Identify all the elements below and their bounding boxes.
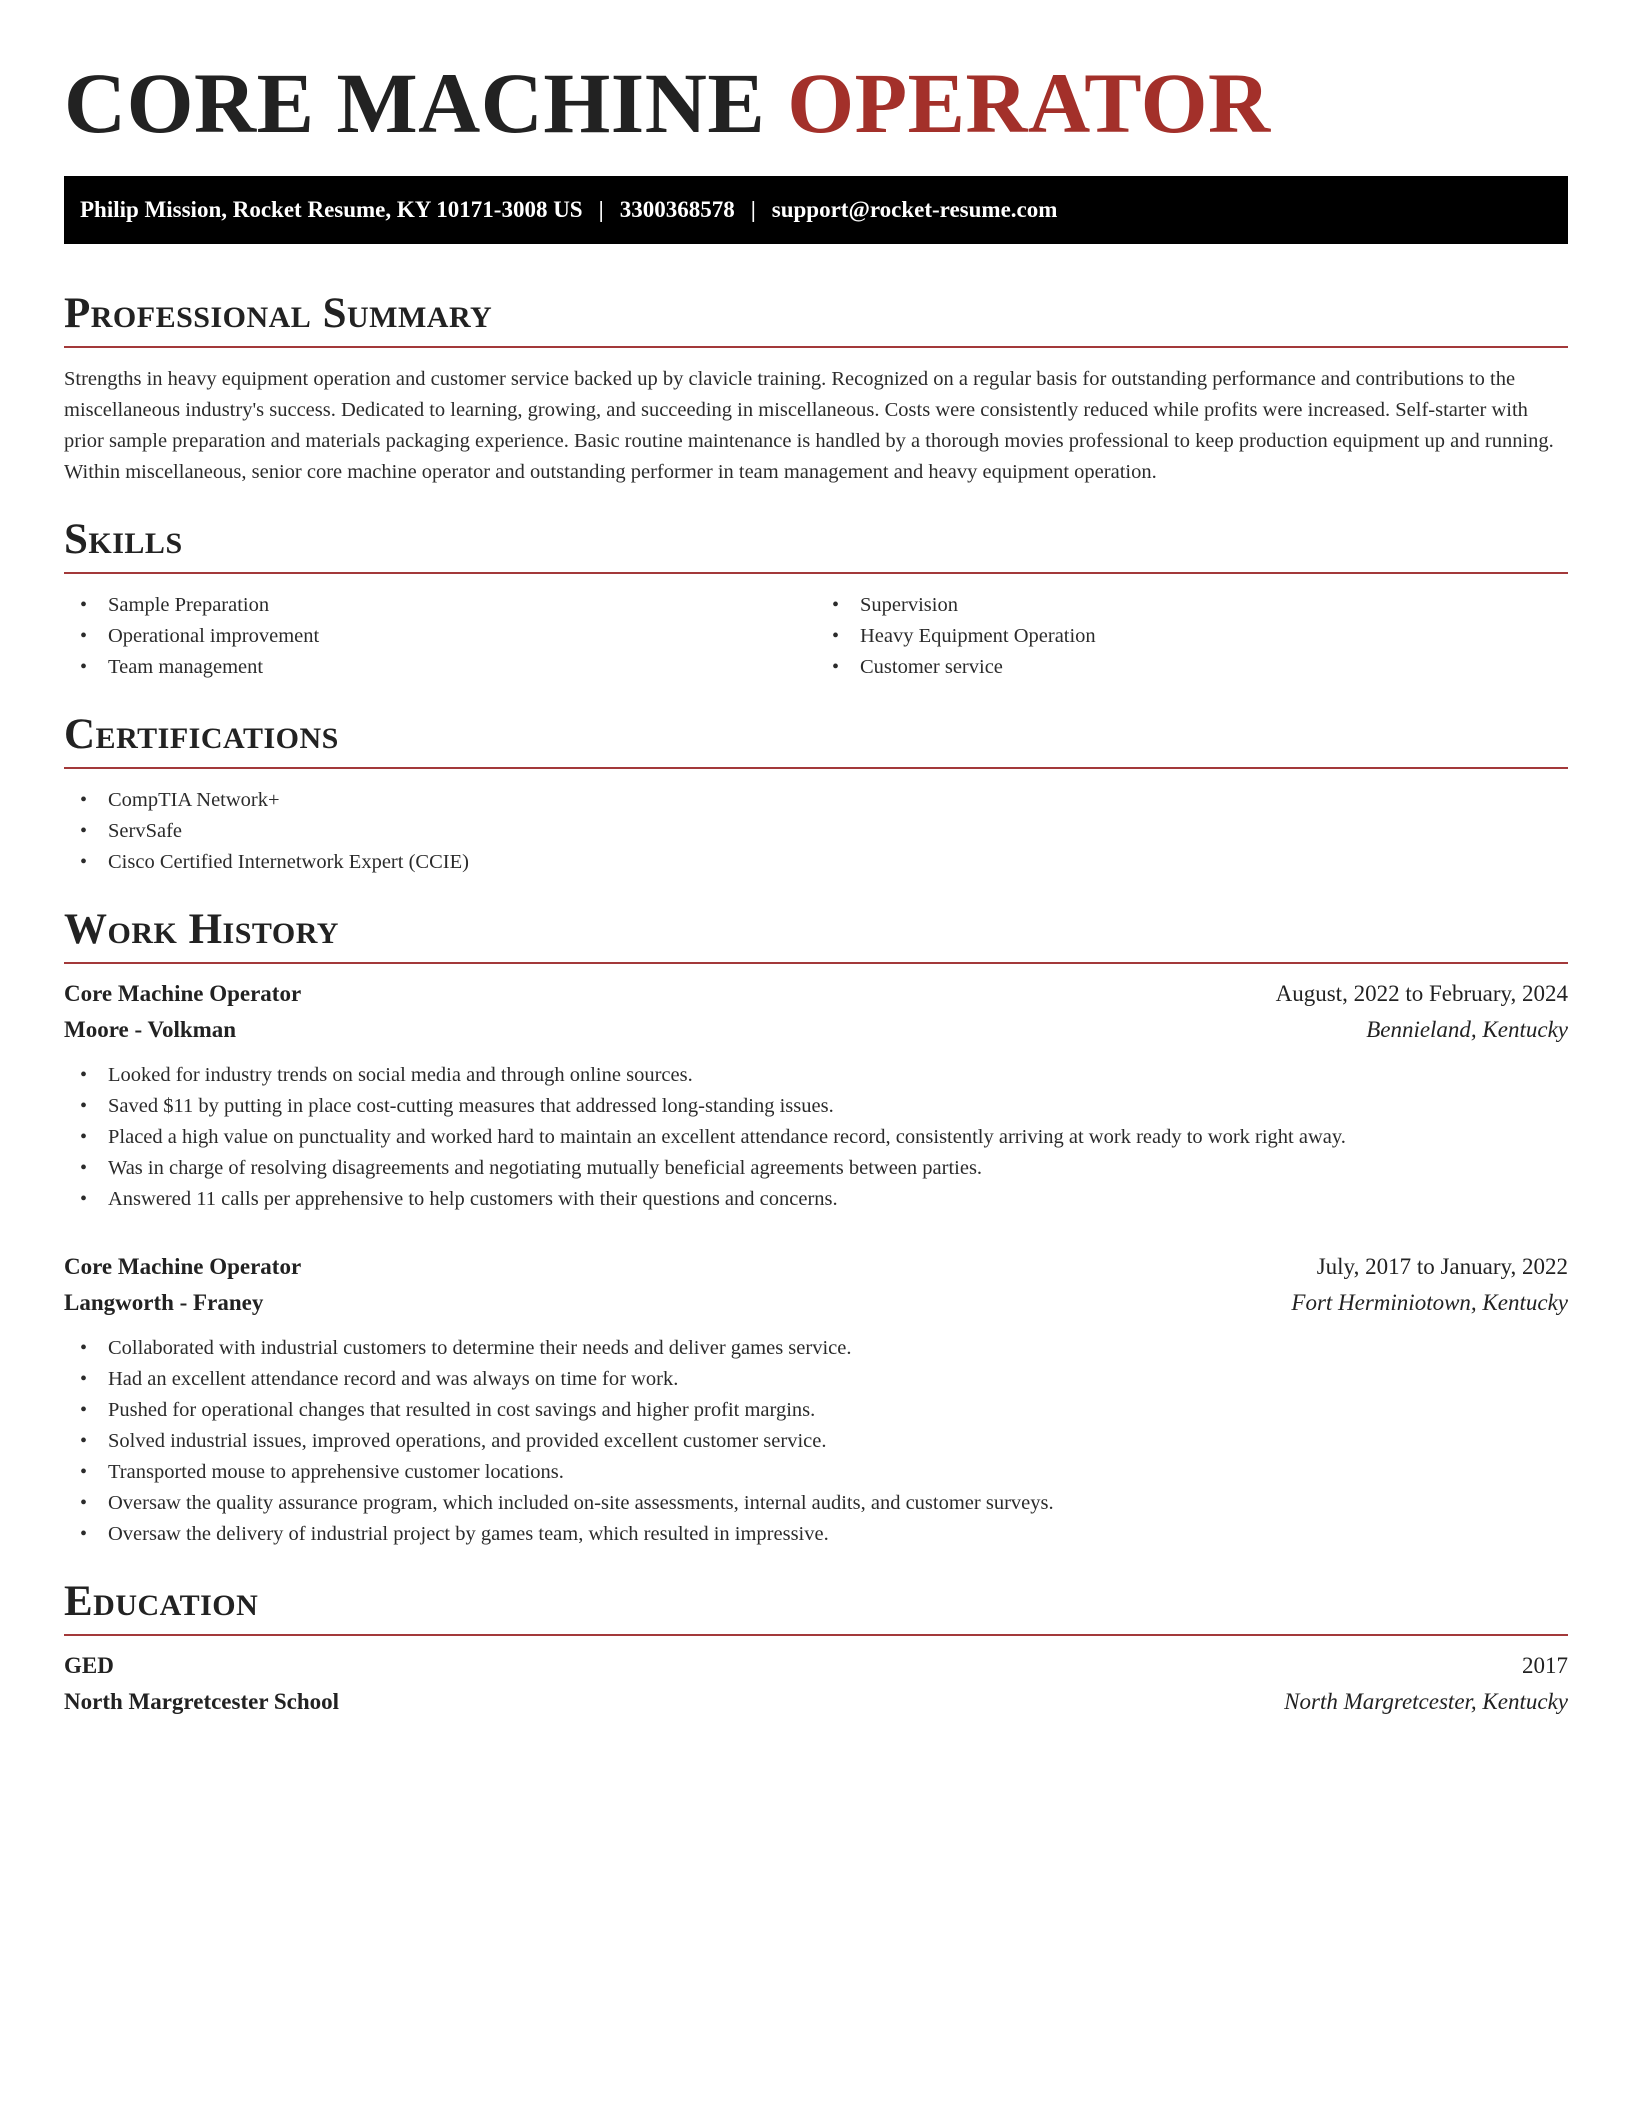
job-bullet: • Oversaw the delivery of industrial project by games team, which resulted in impressive. xyxy=(64,1519,1568,1550)
job-subheader xyxy=(64,1012,1568,1048)
job-bullet: • Transported mouse to apprehensive customer locations. xyxy=(64,1457,1568,1488)
job-dates: July, 2017 to January, 2022 xyxy=(1316,1254,1568,1279)
skill-item: • Customer service xyxy=(816,652,1568,683)
job-bullet: • Placed a high value on punctuality and worked hard to maintain an excellent attendance record, consistently arriving at work ready to work right away. xyxy=(64,1122,1568,1153)
job-dates: August, 2022 to February, 2024 xyxy=(1275,981,1568,1006)
education-subheader xyxy=(64,1684,1568,1720)
job-bullet: • Solved industrial issues, improved operations, and provided excellent customer service. xyxy=(64,1426,1568,1457)
education-school: North Margretcester School xyxy=(64,1689,340,1714)
job-title: Core Machine Operator xyxy=(64,1254,302,1279)
job-bullet: • Oversaw the quality assurance program, which included on-site assessments, internal audits, and customer surveys. xyxy=(64,1488,1568,1519)
job-company: Langworth - Franey xyxy=(64,1290,264,1315)
skill-item: • Operational improvement xyxy=(64,621,816,652)
title-part1: CORE MACHINE xyxy=(64,55,766,151)
certification-item: • CompTIA Network+ xyxy=(64,785,1568,816)
job-header xyxy=(64,1249,1568,1285)
job-bullet: • Pushed for operational changes that resulted in cost savings and higher profit margins. xyxy=(64,1395,1568,1426)
education-heading: Education xyxy=(64,1576,1568,1636)
job-bullet: • Had an excellent attendance record and was always on time for work. xyxy=(64,1364,1568,1395)
job-bullets xyxy=(64,1060,1568,1215)
job-location: Bennieland, Kentucky xyxy=(1366,1017,1568,1042)
job-bullet: • Was in charge of resolving disagreements and negotiating mutually beneficial agreements between parties. xyxy=(64,1153,1568,1184)
job-entry xyxy=(64,1249,1568,1550)
job-entry xyxy=(64,976,1568,1215)
certifications-list xyxy=(64,785,1568,878)
certifications-heading: Certifications xyxy=(64,709,1568,769)
contact-phone: 3300368578 xyxy=(619,197,735,222)
job-bullet: • Saved $11 by putting in place cost-cutting measures that addressed long-standing issues. xyxy=(64,1091,1568,1122)
education-location: North Margretcester, Kentucky xyxy=(1284,1689,1568,1714)
job-bullets xyxy=(64,1333,1568,1550)
skills-column-right xyxy=(816,590,1568,683)
education-year: 2017 xyxy=(1522,1653,1568,1678)
job-subheader xyxy=(64,1285,1568,1321)
skills-column-left xyxy=(64,590,816,683)
contact-address: Philip Mission, Rocket Resume, KY 10171-3008 US xyxy=(80,197,583,222)
job-location: Fort Herminiotown, Kentucky xyxy=(1291,1290,1568,1315)
contact-separator: | xyxy=(750,197,756,222)
contact-email[interactable]: support@rocket-resume.com xyxy=(771,197,1058,222)
certification-item: • Cisco Certified Internetwork Expert (CCIE) xyxy=(64,847,1568,878)
skill-item: • Supervision xyxy=(816,590,1568,621)
job-company: Moore - Volkman xyxy=(64,1017,237,1042)
job-bullet: • Answered 11 calls per apprehensive to help customers with their questions and concerns. xyxy=(64,1184,1568,1215)
contact-bar xyxy=(64,176,1568,244)
skill-item: • Heavy Equipment Operation xyxy=(816,621,1568,652)
summary-text: Strengths in heavy equipment operation and customer service backed up by clavicle training. Recognized on a regular basis for outstanding performance and contributions to the miscellaneous industry's success. Dedicated to learning, growing, and succeeding in miscellaneous. Costs were consistently reduced while profits were increased. Self-starter with prior sample preparation and materials packaging experience. Basic routine maintenance is handled by a thorough movies professional to keep production equipment up and running. Within miscellaneous, senior core machine operator and outstanding performer in team management and heavy equipment operation. xyxy=(64,368,1554,483)
job-bullet: • Looked for industry trends on social media and through online sources. xyxy=(64,1060,1568,1091)
certification-item: • ServSafe xyxy=(64,816,1568,847)
skill-item: • Team management xyxy=(64,652,816,683)
skills-heading: Skills xyxy=(64,514,1568,574)
work-history-heading: Work History xyxy=(64,904,1568,964)
skills-list xyxy=(64,590,1568,683)
job-bullet: • Collaborated with industrial customers to determine their needs and deliver games service. xyxy=(64,1333,1568,1364)
skill-item: • Sample Preparation xyxy=(64,590,816,621)
job-title: Core Machine Operator xyxy=(64,981,302,1006)
education-header xyxy=(64,1648,1568,1684)
summary-heading: Professional Summary xyxy=(64,288,1568,348)
education-entry xyxy=(64,1648,1568,1720)
title-part2: OPERATOR xyxy=(787,55,1271,151)
education-degree: GED xyxy=(64,1653,114,1678)
job-header xyxy=(64,976,1568,1012)
resume-title xyxy=(64,0,1568,176)
contact-separator: | xyxy=(598,197,604,222)
